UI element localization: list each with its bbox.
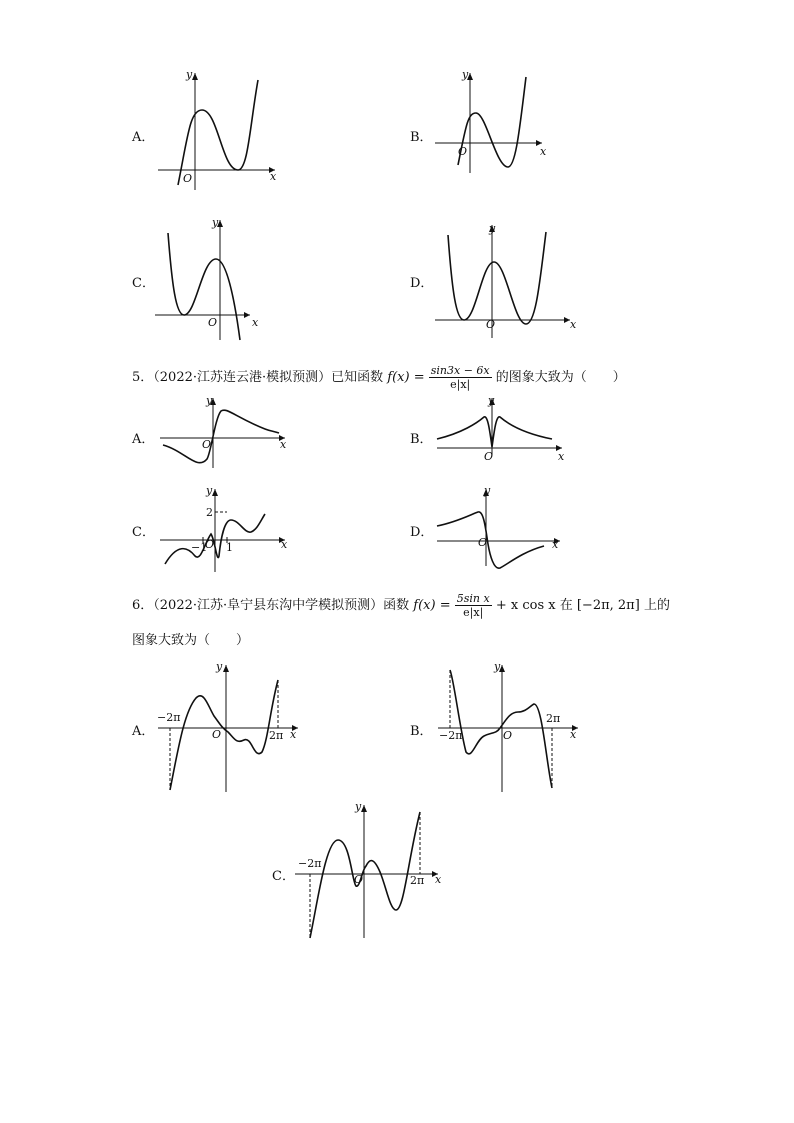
x-label: x <box>252 316 259 329</box>
x-label: x <box>570 318 577 331</box>
origin-label: O <box>205 538 215 551</box>
numerator: 5sin x <box>456 592 490 605</box>
option-label-6c[interactable]: C． <box>272 869 295 884</box>
tick-label: −2π <box>298 857 322 870</box>
option-label-5a[interactable]: A． <box>132 432 155 447</box>
question-number: 5． <box>132 370 154 385</box>
y-label: y <box>494 660 501 673</box>
x-label: x <box>552 538 559 551</box>
stem-text: 上的 <box>643 598 670 613</box>
graph-5d[interactable] <box>432 484 572 574</box>
option-label-6b[interactable]: B． <box>410 724 433 739</box>
x-label: x <box>280 438 287 451</box>
function-name: f(x) = <box>413 598 451 613</box>
function-name: f(x) = <box>387 370 425 385</box>
question-source: （2022·江苏·阜宁县东沟中学模拟预测） <box>153 598 384 613</box>
x-label: x <box>290 728 297 741</box>
denominator: e|x| <box>450 378 471 391</box>
x-label: x <box>558 450 565 463</box>
option-label-5b[interactable]: B． <box>410 432 433 447</box>
tick-label: 2π <box>546 712 561 725</box>
y-label: y <box>212 216 219 229</box>
question-6-stem <box>132 592 670 619</box>
stem-text: + x cos x 在 <box>495 598 573 613</box>
y-label: y <box>489 222 496 235</box>
graph-4b[interactable] <box>430 65 560 185</box>
tick-label: 2π <box>269 729 284 742</box>
graph-4a[interactable] <box>150 65 290 195</box>
y-label: y <box>484 484 491 497</box>
origin-label: O <box>503 729 513 742</box>
option-label-6a[interactable]: A． <box>132 724 155 739</box>
tick-label: −2π <box>157 711 181 724</box>
graph-5c[interactable] <box>155 484 295 574</box>
y-label: y <box>462 68 469 81</box>
fraction <box>455 592 492 619</box>
origin-label: O <box>202 438 212 451</box>
y-label: y <box>355 800 362 813</box>
x-label: x <box>435 873 442 886</box>
graph-4d[interactable] <box>430 220 580 345</box>
numerator: sin3x − 6x <box>430 364 490 377</box>
option-label-4b[interactable]: B． <box>410 130 433 145</box>
y-label: y <box>488 394 495 407</box>
option-label-5c[interactable]: C． <box>132 525 155 540</box>
option-label-4c[interactable]: C． <box>132 276 155 291</box>
stem-text: 函数 <box>383 598 410 613</box>
tick-label: 1 <box>226 541 233 554</box>
graph-6a[interactable] <box>150 660 310 800</box>
tick-label: −2π <box>439 729 463 742</box>
question-6-stem-line2: 图象大致为（ ） <box>132 633 250 648</box>
y-label: y <box>206 484 213 497</box>
origin-label: O <box>208 316 218 329</box>
origin-label: O <box>212 728 222 741</box>
origin-label: O <box>183 172 193 185</box>
graph-5a[interactable] <box>155 393 295 473</box>
option-label-5d[interactable]: D． <box>410 525 434 540</box>
question-5-stem <box>132 364 626 391</box>
origin-label: O <box>458 145 468 158</box>
x-label: x <box>270 170 277 183</box>
origin-label: O <box>484 450 494 463</box>
interval: [−2π, 2π] <box>576 598 640 613</box>
stem-text: 已知函数 <box>331 370 384 385</box>
option-label-4d[interactable]: D． <box>410 276 434 291</box>
origin-label: O <box>478 536 488 549</box>
graph-6c[interactable] <box>290 800 450 945</box>
question-source: （2022·江苏连云港·模拟预测） <box>153 370 332 385</box>
x-label: x <box>570 728 577 741</box>
y-label: y <box>216 660 223 673</box>
denominator: e|x| <box>463 606 484 619</box>
question-number: 6． <box>132 598 154 613</box>
graph-5b[interactable] <box>432 393 572 463</box>
option-label-4a[interactable]: A． <box>132 130 155 145</box>
tick-label: 2 <box>206 506 213 519</box>
stem-text: 的图象大致为（ ） <box>495 370 626 385</box>
origin-label: O <box>486 318 496 331</box>
y-label: y <box>206 394 213 407</box>
y-label: y <box>186 68 193 81</box>
tick-label: −1 <box>191 541 208 554</box>
fraction <box>429 364 492 391</box>
tick-label: 2π <box>410 874 425 887</box>
origin-label: O <box>354 873 364 886</box>
x-label: x <box>540 145 547 158</box>
x-label: x <box>281 538 288 551</box>
